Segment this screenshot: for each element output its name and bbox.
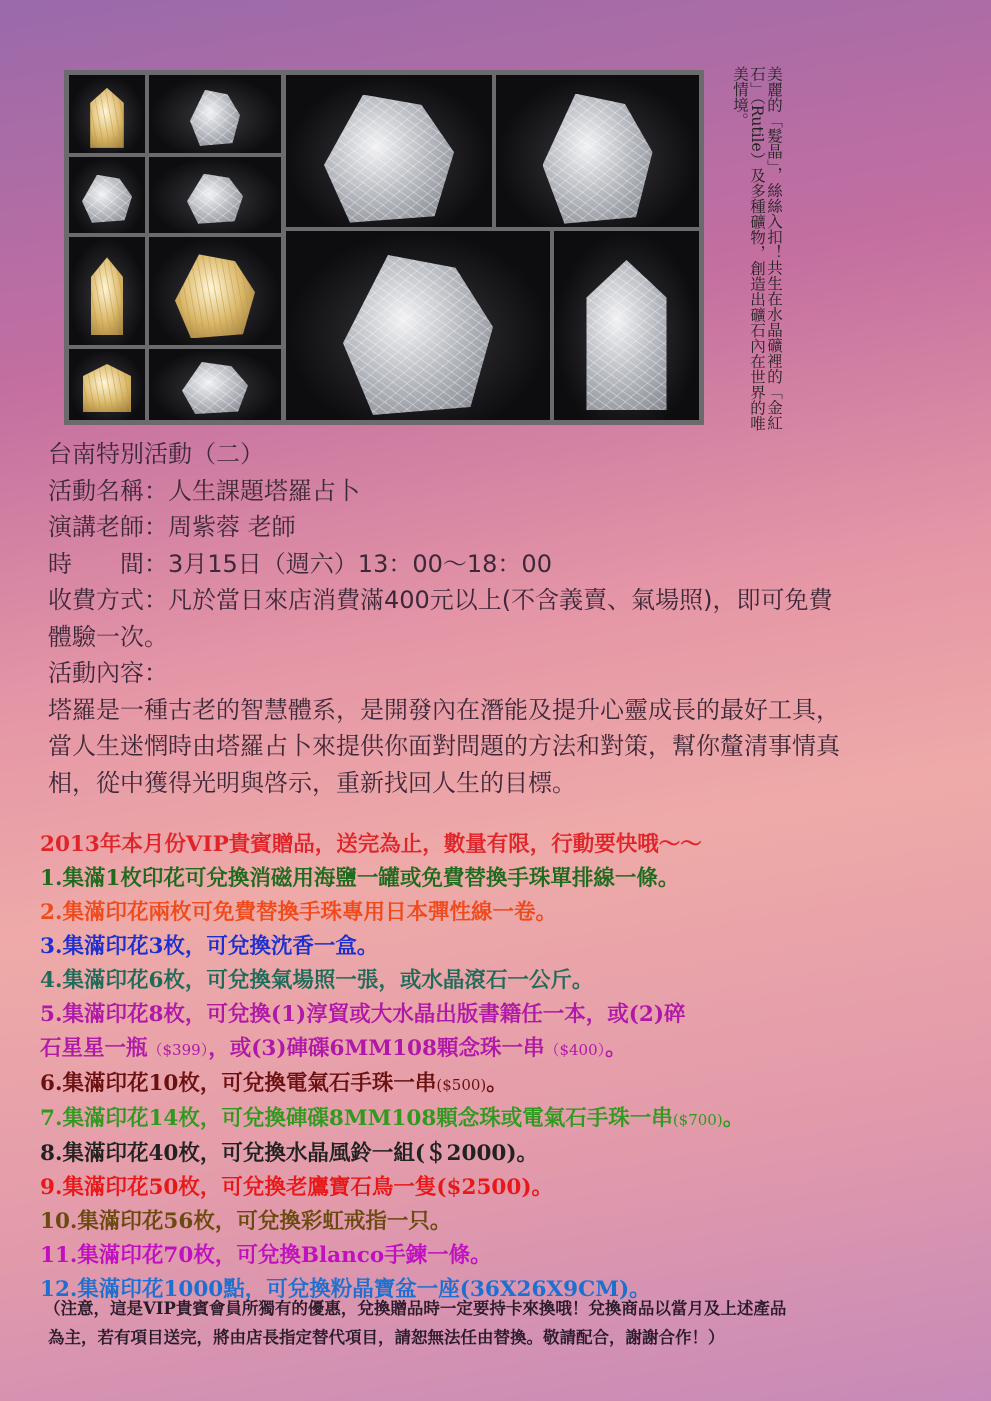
photo-tile — [149, 75, 281, 153]
photo-tile — [149, 157, 281, 233]
photo-tile — [69, 237, 145, 345]
event-content-label: 活動內容： — [48, 659, 168, 687]
vip-item: 10.集滿印花56枚，可兌換彩虹戒指一只。 — [40, 1209, 452, 1234]
vip-item: 4.集滿印花6枚，可兌換氣場照一張，或水晶滾石一公斤。 — [40, 968, 594, 993]
vip-item-text: 石星星一瓶 — [40, 1036, 148, 1061]
event-content-1: 塔羅是一種古老的智慧體系，是開發內在潛能及提升心靈成長的最好工具， — [48, 695, 840, 724]
photo-tile — [149, 237, 281, 345]
vip-gift-list — [40, 828, 960, 1307]
photo-tile — [496, 75, 699, 227]
vip-item-text: 。 — [722, 1106, 745, 1131]
photo-tile — [149, 349, 281, 420]
vip-item-price: （$400） — [544, 1041, 606, 1059]
vip-item: 11.集滿印花70枚，可兌換Blanco手鍊一條。 — [40, 1243, 492, 1268]
photo-tile — [554, 231, 699, 420]
event-info — [48, 436, 948, 801]
vip-item: 5.集滿印花8枚，可兌換(1)淳貿或大水晶出版書籍任一本，或(2)碎 — [40, 1002, 686, 1027]
vip-note — [44, 1294, 964, 1352]
vip-item-text: 7.集滿印花14枚，可兌換硨磲8MM108顆念珠或電氣石手珠一串 — [40, 1106, 673, 1131]
vip-item-text: 。 — [486, 1071, 508, 1096]
photo-tile — [69, 75, 145, 153]
event-time: 時 間：3月15日（週六）13：00～18：00 — [48, 549, 552, 578]
event-name: 活動名稱：人生課題塔羅占卜 — [48, 476, 360, 505]
vip-item: 3.集滿印花3枚，可兌換沈香一盒。 — [40, 934, 379, 959]
vip-item: 8.集滿印花40枚，可兌換水晶風鈴一組(＄2000)。 — [40, 1141, 539, 1166]
event-fee-cont: 體驗一次。 — [48, 622, 168, 651]
vip-item: 12.集滿印花1000點，可兌換粉晶寶盆一座(36X26X9CM)。 — [40, 1277, 651, 1302]
photo-tile — [286, 75, 492, 227]
event-title: 台南特別活動（二） — [48, 440, 264, 468]
vip-item — [40, 1067, 960, 1102]
vip-item-text: 6.集滿印花10枚，可兌換電氣石手珠一串 — [40, 1071, 437, 1096]
photo-tile — [286, 231, 550, 420]
vip-item-price: ($500) — [436, 1076, 487, 1094]
vip-item: 9.集滿印花50枚，可兌換老鷹寶石鳥一隻($2500)。 — [40, 1175, 554, 1200]
note-line: 為主，若有項目送完，將由店長指定替代項目，請恕無法任由替換。敬請配合，謝謝合作！） — [48, 1328, 725, 1347]
vip-item-cont — [40, 1032, 960, 1067]
vip-item-text: ，或(3)硨磲6MM108顆念珠一串 — [208, 1036, 545, 1061]
crystal-photo-gallery — [64, 70, 704, 425]
photo-tile — [69, 157, 145, 233]
photo-tile — [69, 349, 145, 420]
crystal-caption: 美麗的「髮晶」，絲絲入扣！共生在水晶礦裡的「金紅石」（Rutile）及多種礦物，創造出礦石內在世界的唯美情境。 — [731, 66, 783, 431]
vip-item-price: （$399） — [147, 1041, 209, 1059]
vip-item: 1.集滿1枚印花可兌換消磁用海鹽一罐或免費替換手珠單排線一條。 — [40, 866, 680, 891]
vip-item-price: ($700) — [672, 1111, 723, 1129]
vip-item — [40, 1102, 960, 1137]
note-line: （注意，這是VIP貴賓會員所獨有的優惠，兌換贈品時一定要持卡來換哦！兌換商品以當月及上述產品 — [44, 1299, 787, 1318]
event-fee: 收費方式：凡於當日來店消費滿400元以上(不含義賣、氣場照)，即可免費 — [48, 586, 833, 614]
vip-item-text: 。 — [605, 1036, 627, 1061]
vip-header: 2013年本月份VIP貴賓贈品，送完為止，數量有限，行動要快哦～～ — [40, 832, 702, 857]
event-content-2: 當人生迷惘時由塔羅占卜來提供你面對問題的方法和對策，幫你釐清事情真 — [48, 732, 840, 760]
vip-item: 2.集滿印花兩枚可免費替換手珠專用日本彈性線一卷。 — [40, 900, 557, 925]
event-content-3: 相，從中獲得光明與啓示，重新找回人生的目標。 — [48, 768, 576, 797]
event-teacher: 演講老師：周紫蓉 老師 — [48, 513, 296, 541]
